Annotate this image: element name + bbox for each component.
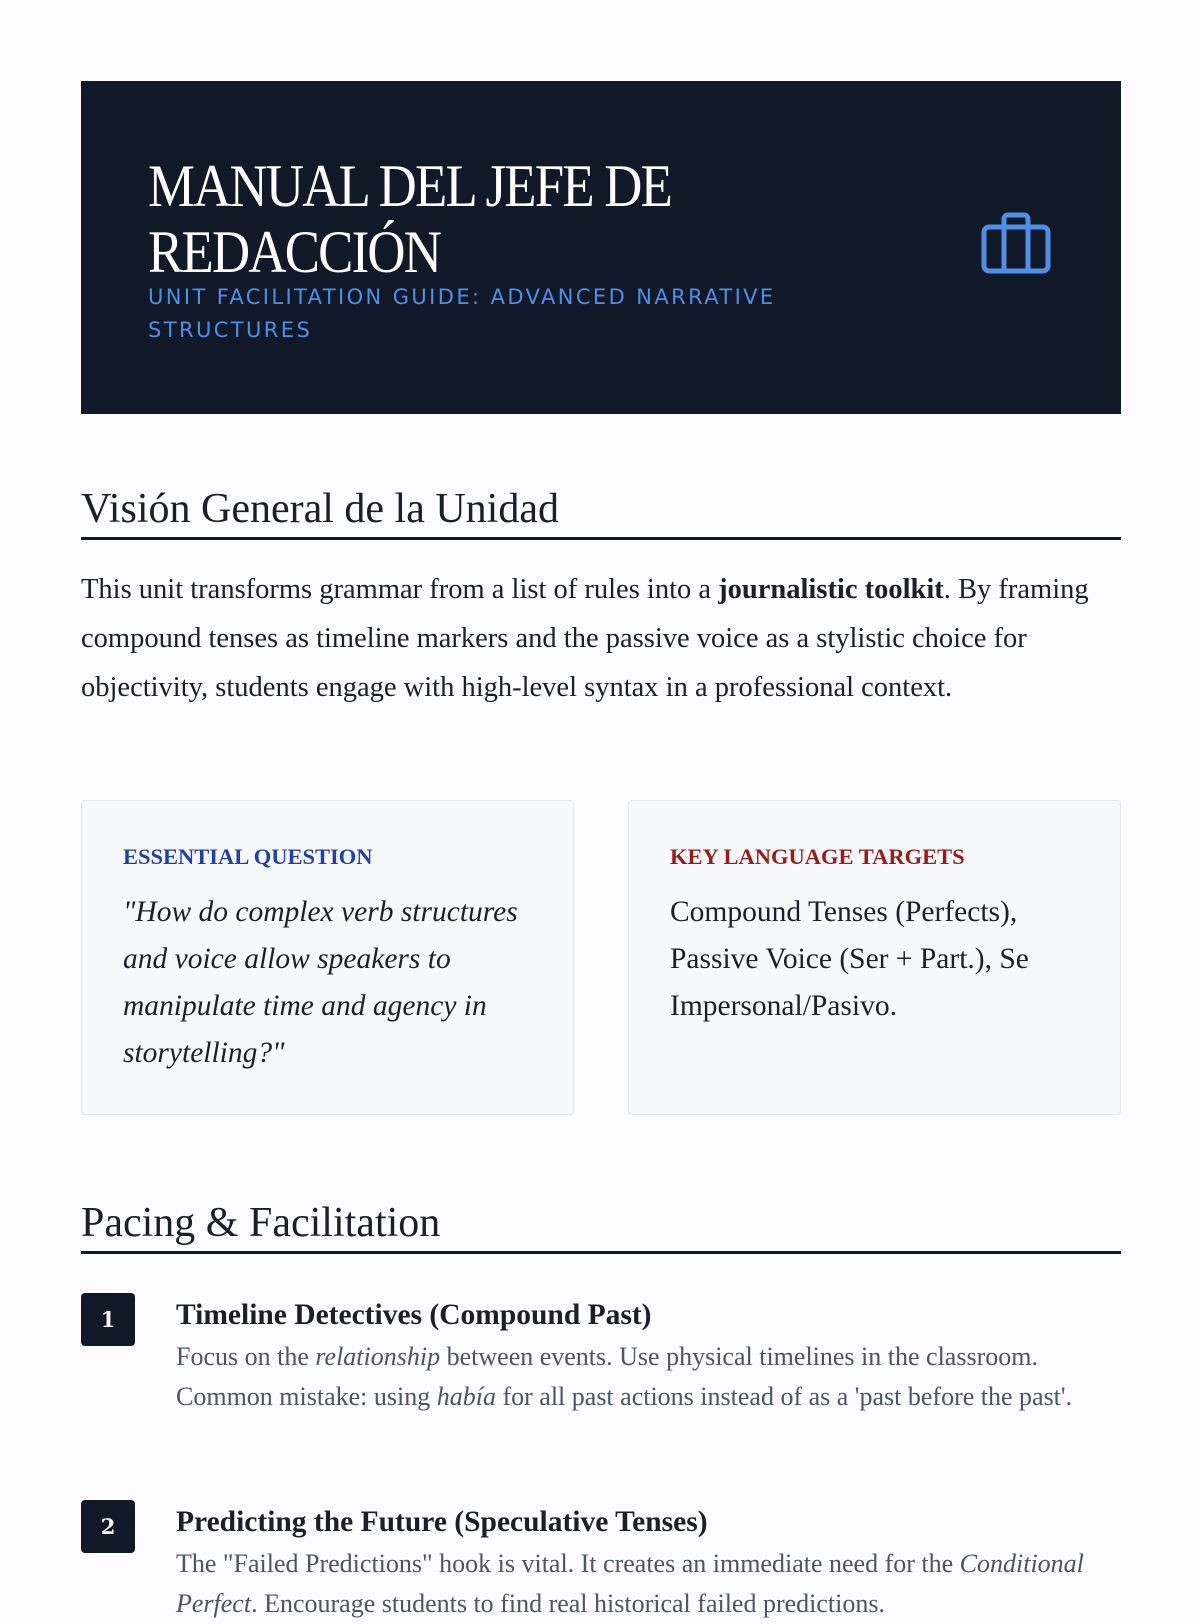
- step-desc-text: between events. Use physical timelines in the classroom. Common mistake: using: [176, 1342, 1038, 1411]
- step-title: Predicting the Future (Speculative Tenses): [176, 1506, 708, 1538]
- step-desc-emphasis: había: [436, 1382, 496, 1411]
- intro-text-start: This unit transforms grammar from a list of rules into a: [81, 574, 719, 605]
- step-number-badge: 1: [81, 1293, 135, 1346]
- step-title: Timeline Detectives (Compound Past): [176, 1299, 652, 1331]
- language-targets-label: KEY LANGUAGE TARGETS: [670, 844, 965, 869]
- intro-text-end: . By framing compound tenses as timeline markers and the passive voice as a stylistic choice for objectivity, students engage with high-level syntax in a professional context.: [81, 574, 1089, 703]
- intro-highlight: journalistic toolkit: [718, 574, 944, 605]
- essential-question-label: ESSENTIAL QUESTION: [123, 844, 373, 869]
- pacing-heading: Pacing & Facilitation: [81, 1197, 1121, 1254]
- step-desc-text: for all past actions instead of as a 'past before the past'.: [495, 1382, 1073, 1411]
- essential-question-card: [81, 800, 574, 1115]
- page-subtitle: UNIT FACILITATION GUIDE: ADVANCED NARRATIVE STRUCTURES: [148, 285, 776, 342]
- step-description: [176, 1337, 1116, 1417]
- page-title: MANUAL DEL JEFE DE REDACCIÓN: [148, 153, 672, 285]
- step-desc-text: . Encourage students to find real historical failed predictions.: [251, 1589, 885, 1618]
- overview-heading: Visión General de la Unidad: [81, 483, 1121, 540]
- step-desc-emphasis: Conditional Perfect: [176, 1549, 1084, 1618]
- step-number-badge: 2: [81, 1500, 135, 1553]
- step-description: [176, 1544, 1116, 1624]
- overview-intro: [81, 565, 1121, 712]
- step-desc-text: The "Failed Predictions" hook is vital. It creates an immediate need for the: [176, 1549, 960, 1578]
- briefcase-icon: [980, 211, 1052, 275]
- essential-question-text: "How do complex verb structures and voice allow speakers to manipulate time and agency in storytelling?": [123, 896, 518, 1069]
- step-desc-text: Focus on the: [176, 1342, 316, 1371]
- language-targets-text: Compound Tenses (Perfects), Passive Voice (Ser + Part.), Se Impersonal/Pasivo.: [670, 896, 1029, 1022]
- language-targets-card: [628, 800, 1121, 1115]
- header-banner: [81, 81, 1121, 414]
- step-desc-emphasis: relationship: [315, 1342, 441, 1371]
